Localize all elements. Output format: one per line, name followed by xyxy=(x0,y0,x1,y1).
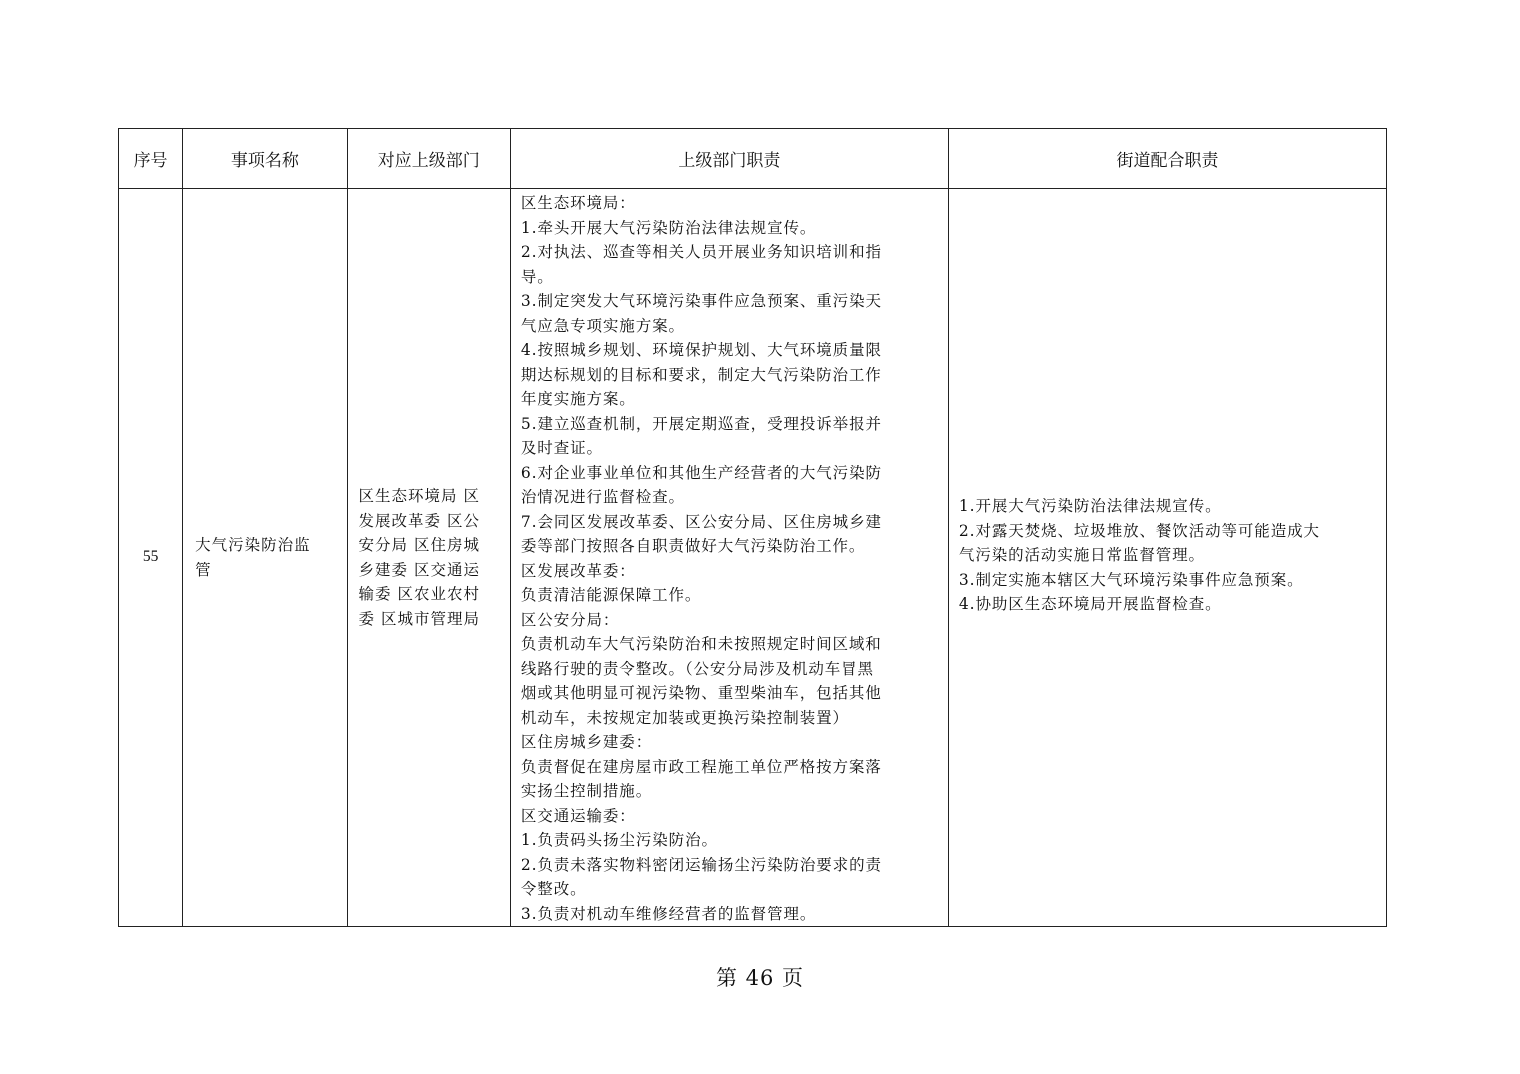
cell-upper-dept xyxy=(347,189,510,927)
text-line: 2.负责未落实物料密闭运输扬尘污染防治要求的责 xyxy=(520,855,882,874)
duty-table xyxy=(118,128,1387,927)
text-line: 输委 区农业农村 xyxy=(358,585,480,603)
text-line: 负责清洁能源保障工作。 xyxy=(520,586,702,604)
header-upper-dept: 对应上级部门 xyxy=(347,129,510,189)
text-line: 机动车，未按规定加装或更换污染控制装置） xyxy=(520,708,849,727)
page-number: 第 46 页 xyxy=(715,966,805,990)
text-line: 2.对露天焚烧、垃圾堆放、餐饮活动等可能造成大 xyxy=(958,521,1320,540)
text-line: 4.协助区生态环境局开展监督检查。 xyxy=(958,595,1222,614)
upper-dept-lines xyxy=(359,484,500,631)
text-line: 6.对企业事业单位和其他生产经营者的大气污染防 xyxy=(520,463,882,482)
text-line: 令整改。 xyxy=(520,880,587,898)
text-line: 1.负责码头扬尘污染防治。 xyxy=(520,831,718,849)
text-line: 治情况进行监督检查。 xyxy=(520,488,685,506)
text-line: 区生态环境局： xyxy=(520,194,636,212)
text-line: 乡建委 区交通运 xyxy=(358,560,480,579)
text-line: 负责机动车大气污染防治和未按照规定时间区域和 xyxy=(520,635,882,653)
header-upper-duty: 上级部门职责 xyxy=(510,129,948,189)
text-line: 区公安分局： xyxy=(520,610,620,629)
text-line: 委 区城市管理局 xyxy=(358,609,480,628)
text-line: 委等部门按照各自职责做好大气污染防治工作。 xyxy=(520,537,866,555)
text-line: 导。 xyxy=(520,267,554,286)
text-line: 线路行驶的责令整改。（公安分局涉及机动车冒黑 xyxy=(520,659,874,678)
text-line: 烟或其他明显可视污染物、重型柴油车，包括其他 xyxy=(520,684,882,702)
text-line: 气污染的活动实施日常监督管理。 xyxy=(958,546,1205,565)
cell-upper-duty xyxy=(510,189,948,927)
text-line: 期达标规划的目标和要求，制定大气污染防治工作 xyxy=(520,365,882,384)
text-line: 7.会同区发展改革委、区公安分局、区住房城乡建 xyxy=(520,512,882,531)
header-street-duty: 街道配合职责 xyxy=(948,129,1386,189)
cell-item-name xyxy=(183,189,347,927)
table-row xyxy=(119,189,1387,927)
text-line: 5.建立巡查机制，开展定期巡查，受理投诉举报并 xyxy=(520,414,882,433)
text-line: 负责督促在建房屋市政工程施工单位严格按方案落 xyxy=(520,757,882,776)
text-line: 年度实施方案。 xyxy=(520,390,636,408)
text-line: 大气污染防治监 xyxy=(195,536,311,554)
cell-seq: 55 xyxy=(119,189,183,927)
text-line: 3.制定突发大气环境污染事件应急预案、重污染天 xyxy=(520,292,882,310)
text-line: 2.对执法、巡查等相关人员开展业务知识培训和指 xyxy=(520,243,882,261)
text-line: 区住房城乡建委： xyxy=(520,733,653,751)
text-line: 及时查证。 xyxy=(520,439,603,457)
text-line: 气应急专项实施方案。 xyxy=(520,316,685,335)
table-header-row xyxy=(119,129,1387,189)
text-line: 区交通运输委： xyxy=(520,806,636,825)
text-line: 区发展改革委： xyxy=(520,561,636,580)
text-line: 实扬尘控制措施。 xyxy=(520,782,653,800)
text-line: 安分局 区住房城 xyxy=(358,536,480,554)
upper-duty-lines xyxy=(521,189,938,926)
text-line: 管 xyxy=(195,560,212,579)
text-line: 区生态环境局 区 xyxy=(358,487,480,505)
text-line: 1.牵头开展大气污染防治法律法规宣传。 xyxy=(520,218,817,237)
item-name-lines xyxy=(195,533,332,582)
header-item-name: 事项名称 xyxy=(183,129,347,189)
street-duty-lines xyxy=(959,494,1376,617)
text-line: 1.开展大气污染防治法律法规宣传。 xyxy=(958,497,1222,516)
cell-street-duty xyxy=(948,189,1386,927)
header-seq: 序号 xyxy=(119,129,183,189)
text-line: 发展改革委 区公 xyxy=(358,511,480,530)
text-line: 4.按照城乡规划、环境保护规划、大气环境质量限 xyxy=(520,341,882,359)
text-line: 3.负责对机动车维修经营者的监督管理。 xyxy=(520,904,817,923)
text-line: 3.制定实施本辖区大气环境污染事件应急预案。 xyxy=(958,570,1304,589)
